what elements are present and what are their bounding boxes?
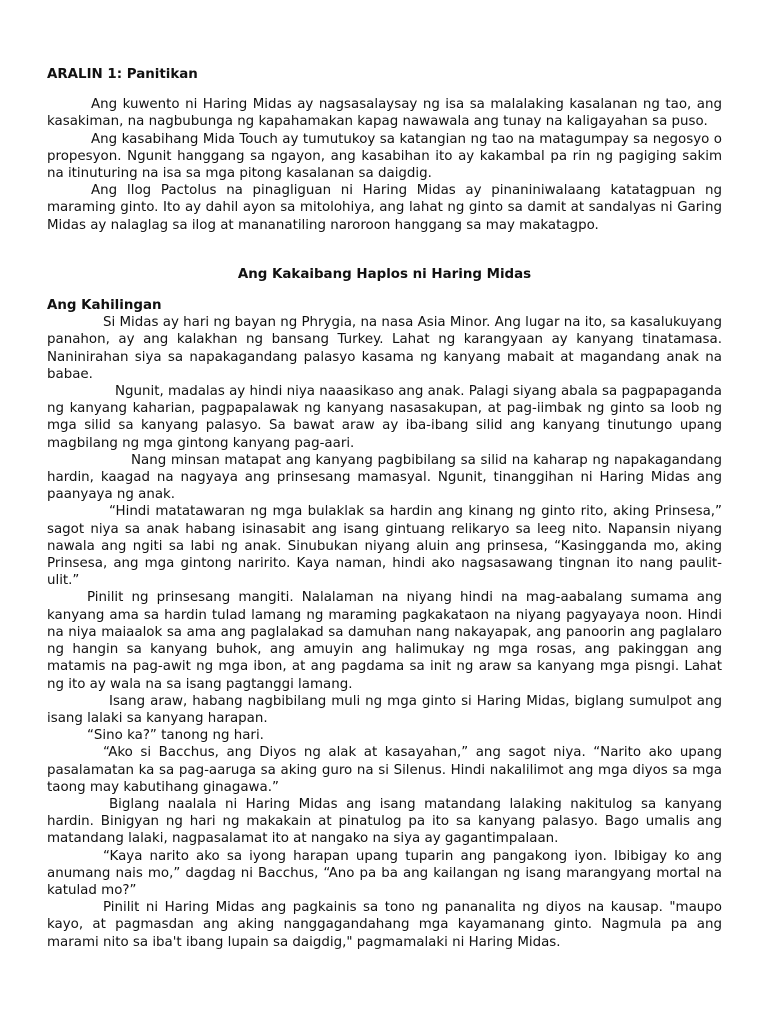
story-paragraph: Pinilit ng prinsesang mangiti. Nalalaman na niyang hindi na mag-aabalang sumama ang kanyang ama sa hardin tulad lamang ng maraming pagkakataon na niyang pagyayaya noon. Hindi na niya maiaalok sa ama ang paglalakad sa damuhan nang nakayapak, ang panoorin ang paglalaro ng hangin sa kanyang buhok, ang amuyin ang halimukay ng mga rosas, ang pakinggan ang matamis na pag-awit ng mga ibon, at ang pagdama sa init ng araw sa kanyang mga pisngi. Lahat ng ito ay wala na sa isang pagtanggi lamang. [47,590,722,692]
document-page [47,66,722,951]
intro-paragraph: Ang kasabihang Mida Touch ay tumutukoy sa katangian ng tao na matagumpay sa negosyo o propesyon. Ngunit hanggang sa ngayon, ang kasabihan ito ay kakambal pa rin ng pagiging sakim na itinuturing na isa sa mga pitong kasalanan sa daigdig. [47,131,722,182]
story-paragraph: “Ako si Bacchus, ang Diyos ng alak at kasayahan,” ang sagot niya. “Narito ako upang pasalamatan ka sa pag-aaruga sa aking guro na si Silenus. Hindi nakalilimot ang mga diyos sa mga taong may kabutihang ginagawa.” [47,745,722,795]
section-title: Ang Kahilingan [47,298,162,314]
story-paragraph: Ngunit, madalas ay hindi niya naaasikaso ang anak. Palagi siyang abala sa pagpapaganda ng kanyang kaharian, pagpapalawak ng kanyang nasasakupan, at pag-iimbak ng ginto sa loob ng mga silid sa kanyang palasyo. Sa bawat araw ay iba-ibang silid ang kanyang tinutungo upang magbilang ng mga gintong kanyang pag-aari. [47,384,723,451]
story-paragraph: “Kaya narito ako sa iyong harapan upang tuparin ang pangakong iyon. Ibibigay ko ang anumang nais mo,” dagdag ni Bacchus, “Ano pa ba ang kailangan ng isang marangyang mortal na katulad mo?” [47,848,722,898]
intro-paragraph: Ang kuwento ni Haring Midas ay nagsasalaysay ng isa sa malalaking kasalanan ng tao, ang kasakiman, na nagbubunga ng kapahamakan kapag nawawala ang tunay na kaligayahan sa puso. [47,97,722,130]
story-title: Ang Kakaibang Haplos ni Haring Midas [237,266,532,282]
story-paragraph: Pinilit ni Haring Midas ang pagkainis sa tono ng pananalita ng diyos na kausap. "maupo kayo, at pagmasdan ang aking nanggagandahang mga kayamanang ginto. Nagmula pa ang marami nito sa iba't ibang lupain sa daigdig," pagmamalaki ni Haring Midas. [47,900,722,950]
lesson-title: ARALIN 1: Panitikan [47,67,198,82]
story-section [47,314,722,951]
story-paragraph: “Hindi matatawaran ng mga bulaklak sa hardin ang kinang ng ginto rito, aking Prinsesa,” sagot niya sa anak habang isinasabit ang isang gintuang relikaryo sa leeg nito. Napansin niyang nawala ang ngiti sa labi ng anak. Sinubukan niyang aluin ang prinsesa, “Kasingganda mo, aking Prinsesa, ang mga gintong naririto. Kaya naman, hindi ako nagsasawang tingnan ito nang paulit-ulit.” [47,504,722,589]
story-paragraph: Isang araw, habang nagbibilang muli ng mga ginto si Haring Midas, biglang sumulpot ang isang lalaki sa kanyang harapan. [47,693,722,726]
story-paragraph: Biglang naalala ni Haring Midas ang isang matandang lalaking nakitulog sa kanyang hardin. Binigyan ng hari ng makakain at pinatulog pa ito sa kanyang palasyo. Bago umalis ang matandang lalaki, nagpasalamat ito at nangako na siya ay gagantimpalaan. [47,796,722,847]
story-paragraph: “Sino ka?” tanong ng hari. [87,728,264,744]
story-paragraph: Si Midas ay hari ng bayan ng Phrygia, na nasa Asia Minor. Ang lugar na ito, sa kasalukuyang panahon, ay ang kalakhan ng bansang Turkey. Lahat ng karangyaan ay kanyang tinatamasa. Naninirahan siya sa napakagandang palasyo kasama ng kanyang mabait at magandang anak na babae. [47,315,722,382]
story-paragraph: Nang minsan matapat ang kanyang pagbibilang sa silid na kaharap ng napakagandang hardin, kaagad na nagyaya ang prinsesang mamasyal. Ngunit, tinanggihan ni Haring Midas ang paanyaya ng anak. [47,452,722,503]
intro-paragraph: Ang Ilog Pactolus na pinagliguan ni Haring Midas ay pinaniniwalaang katatagpuan ng maraming ginto. Ito ay dahil ayon sa mitolohiya, ang lahat ng ginto sa damit at sandalyas ni Garing Midas ay nalaglag sa ilog at mananatiling naroroon hanggang sa may makatagpo. [47,183,722,233]
intro-section [47,96,722,234]
